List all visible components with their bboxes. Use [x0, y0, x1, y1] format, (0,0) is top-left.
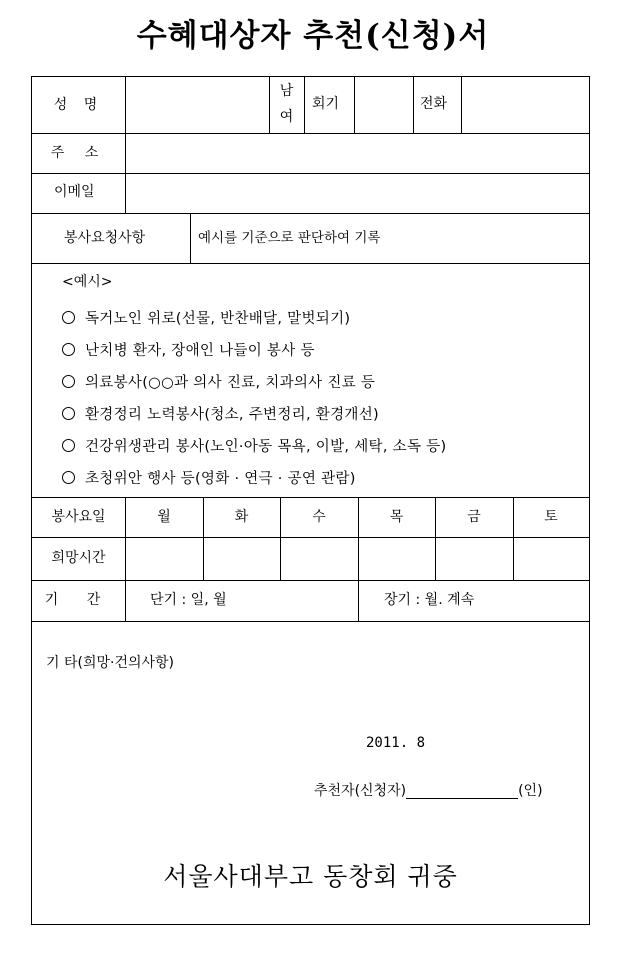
examples-heading: <예시>: [62, 274, 113, 290]
other-comments-field[interactable]: [46, 677, 576, 717]
time-field-mon[interactable]: [126, 538, 202, 579]
footer-addressee: 서울사대부고 동창회 귀중: [163, 862, 458, 891]
day-fri: 금: [467, 509, 481, 525]
service-request-label: 봉사요청사항: [64, 230, 146, 246]
day-wed: 수: [312, 509, 326, 525]
date-text: 2011. 8: [366, 735, 426, 751]
short-term-option[interactable]: 단기 : 일, 월: [150, 592, 227, 608]
row-divider: [32, 580, 589, 581]
day-sat: 토: [544, 509, 558, 525]
name-field[interactable]: [126, 78, 268, 132]
time-field-wed[interactable]: [281, 538, 357, 579]
example-item: 건강위생관리 봉사(노인·아동 목욕, 이발, 세탁, 소독 등): [62, 435, 446, 456]
other-label: 기 타(희망·건의사항): [46, 655, 175, 671]
row-divider: [32, 263, 589, 264]
email-field[interactable]: [126, 174, 588, 212]
circle-bullet-icon: [62, 311, 75, 324]
column-divider: [125, 580, 126, 621]
service-request-note[interactable]: 예시를 기준으로 판단하여 기록: [198, 230, 381, 246]
name-label: 성 명: [53, 97, 104, 113]
example-item: 난치병 환자, 장애인 나들이 봉사 등: [62, 339, 315, 360]
recommender-label: 추천자(신청자): [314, 783, 407, 799]
email-label: 이메일: [54, 184, 95, 200]
circle-bullet-icon: [62, 407, 75, 420]
class-year-field[interactable]: [355, 78, 412, 132]
page-title: 수혜대상자 추천(신청)서: [136, 18, 490, 54]
gender-male-label: 남: [279, 83, 294, 99]
column-divider: [190, 213, 191, 263]
time-field-thu[interactable]: [359, 538, 434, 579]
circle-bullet-icon: [62, 375, 75, 388]
example-item: 의료봉사(○○과 의사 진료, 치과의사 진료 등: [62, 371, 375, 392]
time-field-tue[interactable]: [204, 538, 279, 579]
period-label: 기 간: [44, 592, 113, 608]
gender-female-label: 여: [279, 109, 294, 125]
column-divider: [358, 580, 359, 621]
example-item: 환경정리 노력봉사(청소, 주변정리, 환경개선): [62, 403, 379, 424]
day-thu: 목: [389, 509, 404, 525]
row-divider: [32, 497, 589, 498]
column-divider: [413, 77, 414, 133]
time-field-sat[interactable]: [514, 538, 588, 579]
phone-field[interactable]: [462, 78, 588, 132]
day-tue: 화: [234, 509, 249, 525]
seal-label: (인): [518, 783, 543, 799]
row-divider: [32, 213, 589, 214]
recommender-signature: [314, 783, 543, 799]
circle-bullet-icon: [62, 439, 75, 452]
address-label: 주 소: [50, 145, 107, 161]
column-divider: [304, 77, 305, 133]
application-form: [31, 76, 590, 925]
circle-bullet-icon: [62, 471, 75, 484]
example-item: 독거노인 위로(선물, 반찬배달, 말벗되기): [62, 307, 350, 328]
class-year-label: 회기: [312, 96, 340, 112]
signature-line[interactable]: [406, 784, 518, 799]
example-item: 초청위안 행사 등(영화 · 연극 · 공연 관람): [62, 467, 356, 488]
long-term-option[interactable]: 장기 : 월. 계속: [384, 592, 475, 608]
phone-label: 전화: [420, 96, 448, 112]
service-day-label: 봉사요일: [51, 509, 106, 525]
time-field-fri[interactable]: [436, 538, 512, 579]
row-divider: [32, 621, 589, 622]
preferred-time-label: 희망시간: [51, 550, 106, 566]
circle-bullet-icon: [62, 343, 75, 356]
address-field[interactable]: [126, 134, 588, 172]
day-mon: 월: [157, 509, 171, 525]
